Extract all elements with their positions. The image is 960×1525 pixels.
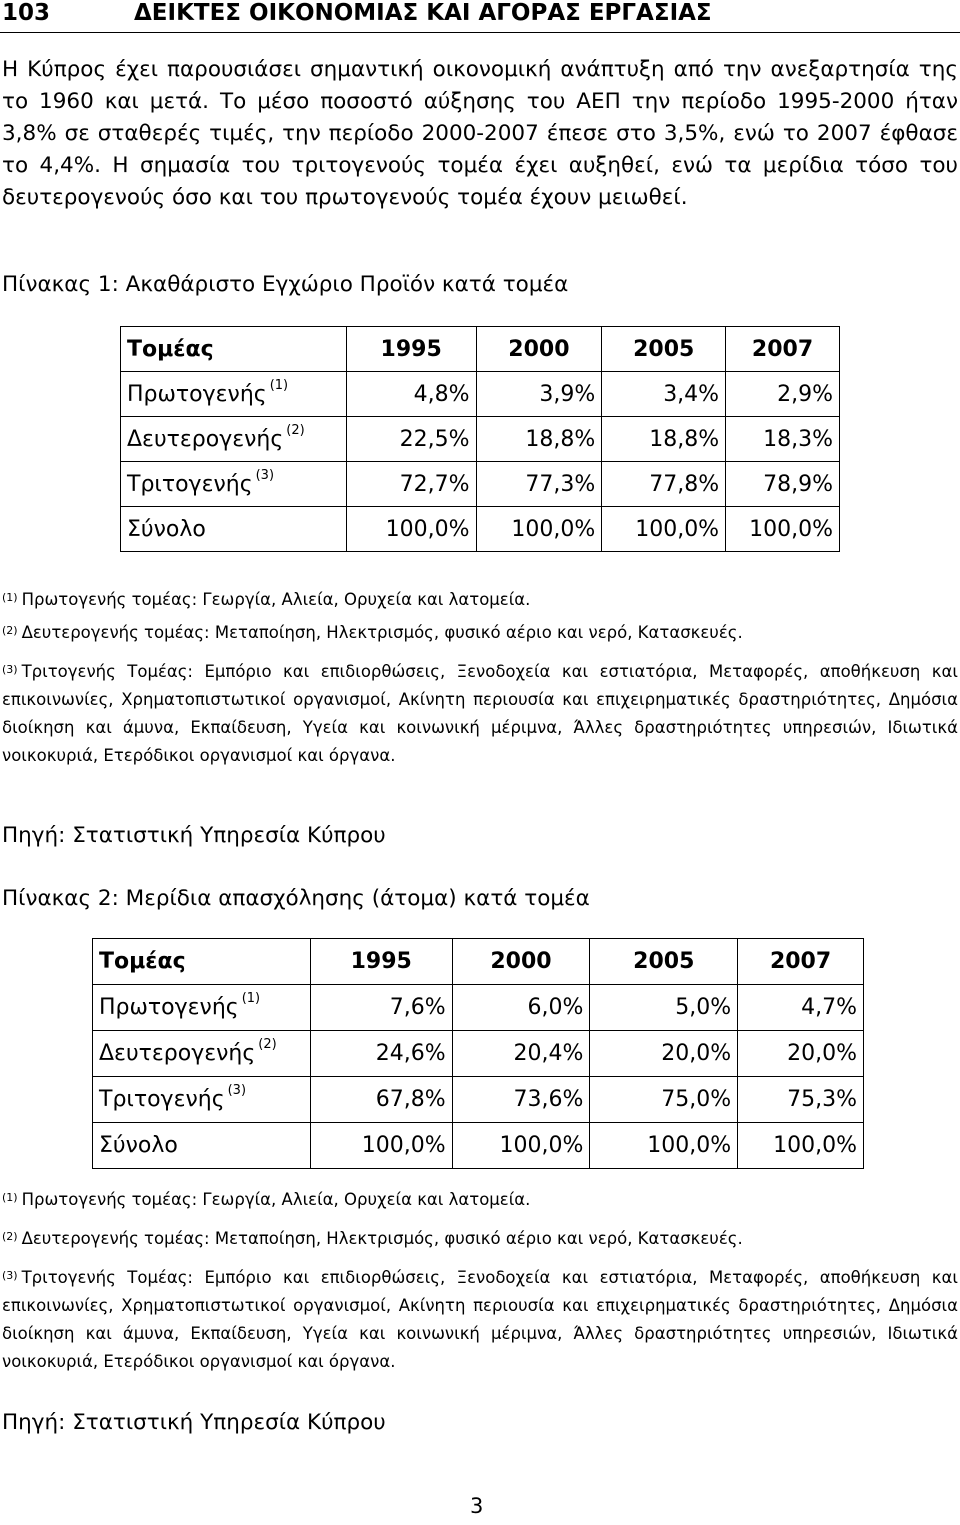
table-row [93,1031,864,1077]
footnote-3 [2,1264,958,1376]
header-cell: Τομέας [121,327,347,372]
sector-cell [93,1077,311,1123]
footnote-ref: (1) [269,377,289,393]
header-cell: Τομέας [93,939,311,985]
value-cell: 6,0% [452,985,590,1031]
table-row [121,417,840,462]
footnote-ref: (2) [258,1037,277,1052]
footnote-2 [2,1225,958,1253]
value-cell: 18,8% [602,417,726,462]
value-cell: 18,8% [476,417,602,462]
footnote-mark: (1) [2,591,18,604]
value-cell: 100,0% [726,507,840,552]
sector-label: Σύνολο [99,1133,178,1158]
value-cell: 4,8% [346,372,476,417]
table1-source: Πηγή: Στατιστική Υπηρεσία Κύπρου [2,823,386,848]
table-row [93,1077,864,1123]
footnote-2 [2,619,958,647]
table-row [93,985,864,1031]
sector-cell [121,372,347,417]
value-cell: 100,0% [346,507,476,552]
gdp-by-sector-table [120,326,840,552]
value-cell: 20,4% [452,1031,590,1077]
table-total-row [121,507,840,552]
value-cell: 100,0% [602,507,726,552]
sector-label: Δευτερογενής [99,1041,256,1066]
footnote-mark: (3) [2,663,18,676]
footnote-mark: (3) [2,1269,18,1282]
footnote-ref: (3) [255,467,275,483]
value-cell: 20,0% [738,1031,864,1077]
value-cell: 67,8% [310,1077,452,1123]
header-cell: 2000 [476,327,602,372]
footnote-1 [2,1186,958,1214]
footnote-3 [2,658,958,770]
value-cell: 75,0% [590,1077,738,1123]
value-cell: 77,3% [476,462,602,507]
table-total-row [93,1123,864,1169]
value-cell: 100,0% [590,1123,738,1169]
footnote-text: Τριτογενής Τομέας: Εμπόριο και επιδιορθώσεις, Ξενοδοχεία και εστιατόρια, Μεταφορές, αποθήκευση και επικοινωνίες, Χρηματοπιστωτικοί οργανισμοί, Ακίνητη περιουσία και επιχειρηματικές δραστηριότητες, Δημόσια διοίκηση και άμυνα, Εκπαίδευση, Υγεία και κοινωνική μέριμνα, Άλλες δραστηριότητες υπηρεσιών, Ιδιωτικά νοικοκυριά, Ετερόδικοι οργανισμοί και όργανα. [2,1268,958,1371]
footnote-ref: (1) [241,991,261,1006]
table-row [121,372,840,417]
sector-label: Τριτογενής [99,1087,225,1112]
value-cell: 4,7% [738,985,864,1031]
footnote-1 [2,586,958,614]
value-cell: 24,6% [310,1031,452,1077]
header-title: ΔΕΙΚΤΕΣ ΟΙΚΟΝΟΜΙΑΣ ΚΑΙ ΑΓΟΡΑΣ ΕΡΓΑΣΙΑΣ [134,0,712,26]
value-cell: 3,4% [602,372,726,417]
sector-label: Σύνολο [127,516,206,542]
sector-label: Πρωτογενής [99,995,239,1020]
footnote-text: Πρωτογενής τομέας: Γεωργία, Αλιεία, Ορυχεία και λατομεία. [21,1190,531,1209]
value-cell: 18,3% [726,417,840,462]
footnote-mark: (2) [2,1230,18,1243]
header-cell: 2005 [602,327,726,372]
footnote-text: Δευτερογενής τομέας: Μεταποίηση, Ηλεκτρισμός, φυσικό αέριο και νερό, Κατασκευές. [21,1229,743,1248]
footnote-text: Πρωτογενής τομέας: Γεωργία, Αλιεία, Ορυχεία και λατομεία. [21,590,531,609]
value-cell: 100,0% [310,1123,452,1169]
table2-caption: Πίνακας 2: Μερίδια απασχόλησης (άτομα) κατά τομέα [2,886,590,911]
sector-cell [121,507,347,552]
value-cell: 77,8% [602,462,726,507]
sector-cell [121,462,347,507]
sector-cell [93,1031,311,1077]
header-cell: 1995 [310,939,452,985]
table-header-row [93,939,864,985]
intro-paragraph: Η Κύπρος έχει παρουσιάσει σημαντική οικονομική ανάπτυξη από την ανεξαρτησία της το 1960 και μετά. Το μέσο ποσοστό αύξησης του ΑΕΠ την περίοδο 1995-2000 ήταν 3,8% σε σταθερές τιμές, την περίοδο 2000-2007 έπεσε στο 3,5%, ενώ το 2007 έφθασε το 4,4%. Η σημασία του τριτογενούς τομέα έχει αυξηθεί, ενώ τα μερίδια τόσο του δευτερογενούς όσο και του πρωτογενούς τομέα έχουν μειωθεί. [2,57,958,210]
header-cell: 2005 [590,939,738,985]
value-cell: 22,5% [346,417,476,462]
header-cell: 1995 [346,327,476,372]
header-page-number: 103 [2,0,51,26]
sector-label: Τριτογενής [127,471,253,497]
sector-cell [93,985,311,1031]
header-cell: 2007 [726,327,840,372]
footnote-mark: (2) [2,624,18,637]
table-row [121,462,840,507]
page-number: 3 [470,1494,484,1518]
header-divider [0,32,960,33]
value-cell: 20,0% [590,1031,738,1077]
header-cell: 2000 [452,939,590,985]
value-cell: 7,6% [310,985,452,1031]
value-cell: 2,9% [726,372,840,417]
table1-caption: Πίνακας 1: Ακαθάριστο Εγχώριο Προϊόν κατά τομέα [2,272,569,297]
value-cell: 3,9% [476,372,602,417]
value-cell: 75,3% [738,1077,864,1123]
employment-by-sector-table [92,938,864,1169]
table-header-row [121,327,840,372]
sector-cell [93,1123,311,1169]
header-cell: 2007 [738,939,864,985]
footnote-mark: (1) [2,1191,18,1204]
value-cell: 100,0% [476,507,602,552]
value-cell: 72,7% [346,462,476,507]
sector-cell [121,417,347,462]
table2-source: Πηγή: Στατιστική Υπηρεσία Κύπρου [2,1410,386,1435]
value-cell: 100,0% [452,1123,590,1169]
footnote-ref: (3) [227,1083,247,1098]
value-cell: 100,0% [738,1123,864,1169]
footnote-text: Τριτογενής Τομέας: Εμπόριο και επιδιορθώσεις, Ξενοδοχεία και εστιατόρια, Μεταφορές, αποθήκευση και επικοινωνίες, Χρηματοπιστωτικοί οργανισμοί, Ακίνητη περιουσία και επιχειρηματικές δραστηριότητες, Δημόσια διοίκηση και άμυνα, Εκπαίδευση, Υγεία και κοινωνική μέριμνα, Άλλες δραστηριότητες υπηρεσιών, Ιδιωτικά νοικοκυριά, Ετερόδικοι οργανισμοί και όργανα. [2,662,958,765]
sector-label: Πρωτογενής [127,381,267,407]
sector-label: Δευτερογενής [127,426,284,452]
footnote-text: Δευτερογενής τομέας: Μεταποίηση, Ηλεκτρισμός, φυσικό αέριο και νερό, Κατασκευές. [21,623,743,642]
value-cell: 5,0% [590,985,738,1031]
value-cell: 73,6% [452,1077,590,1123]
footnote-ref: (2) [286,422,305,438]
page-header [2,0,712,26]
value-cell: 78,9% [726,462,840,507]
